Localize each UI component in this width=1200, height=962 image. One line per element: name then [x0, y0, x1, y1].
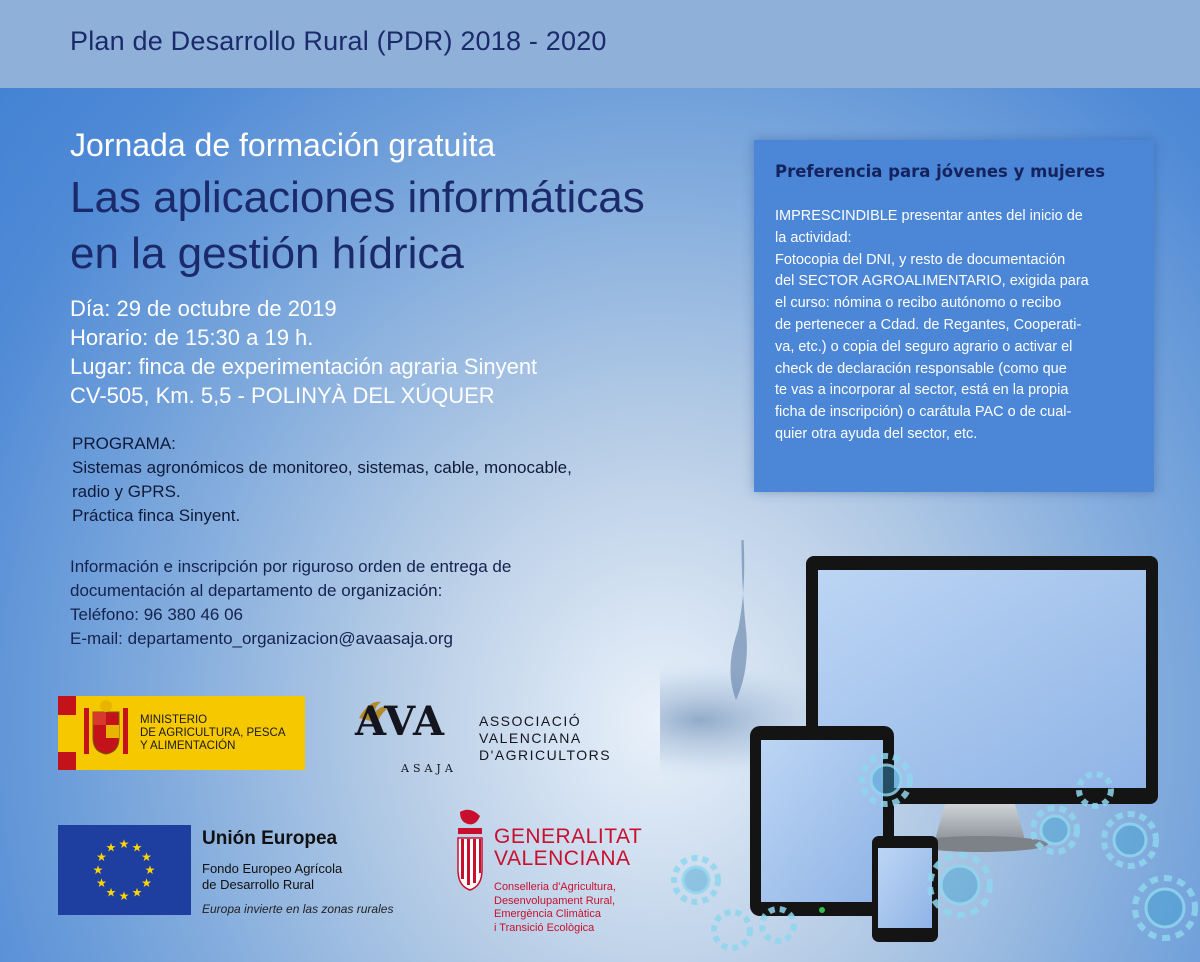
- event-schedule: Horario: de 15:30 a 19 h.: [70, 325, 314, 350]
- info-text: documentación al departamento de organización:: [70, 581, 443, 600]
- registration-info: [70, 555, 630, 651]
- program-heading: PROGRAMA:: [72, 434, 176, 453]
- requirements-line: de pertenecer a Cdad. de Regantes, Cooperati-: [775, 316, 1082, 333]
- eu-star-icon: ★: [105, 885, 117, 900]
- eu-star-icon: ★: [141, 850, 152, 864]
- generalitat-crest-icon: [452, 808, 488, 898]
- eu-feader-logo: [58, 825, 418, 920]
- requirements-box: [754, 140, 1154, 492]
- generalitat-logo: [452, 808, 662, 938]
- eu-star-icon: ★: [131, 885, 143, 900]
- phone-screen: [878, 848, 932, 928]
- eu-star-icon: ★: [144, 863, 156, 877]
- program-item: Sistemas agronómicos de monitoreo, sistemas, cable, monocable,: [72, 458, 572, 477]
- requirements-line: el curso: nómina o recibo autónomo o recibo: [775, 295, 1062, 312]
- eu-star-icon: ★: [96, 876, 107, 890]
- requirements-line: del SECTOR AGROALIMENTARIO, exigida para: [775, 273, 1089, 290]
- ava-asaja-logo: [355, 696, 685, 780]
- event-date: Día: 29 de octubre de 2019: [70, 296, 337, 321]
- conselleria-name: Conselleria d'Agricultura, Desenvolupament Rural, Emergència Climàtica i Transició Ecològica: [494, 881, 616, 934]
- generalitat-name: GENERALITAT VALENCIANA: [494, 825, 643, 870]
- requirements-line: te vas a incorporar al sector, está en la propia: [775, 382, 1069, 399]
- requirements-line: ficha de inscripción) o carátula PAC o de cual-: [775, 404, 1072, 421]
- requirements-text: [775, 206, 1138, 446]
- eu-star-icon: ★: [96, 850, 107, 864]
- event-place: Lugar: finca de experimentación agraria Sinyent: [70, 354, 538, 379]
- requirements-line: va, etc.) o copia del seguro agrario o activar el: [775, 338, 1073, 355]
- eu-star-icon: ★: [131, 840, 143, 855]
- eu-star-icon: ★: [118, 837, 130, 851]
- eu-flag-icon: [58, 825, 191, 915]
- event-title: [70, 170, 750, 282]
- requirements-line: check de declaración responsable (como que: [775, 360, 1067, 377]
- program-item: radio y GPRS.: [72, 482, 181, 501]
- phone-number: Teléfono: 96 380 46 06: [70, 605, 243, 624]
- requirements-line: quier otra ayuda del sector, etc.: [775, 425, 978, 442]
- requirements-line: la actividad:: [775, 229, 852, 246]
- eu-title: Unión Europea: [202, 828, 338, 849]
- program-section: [72, 432, 692, 528]
- email-address[interactable]: E-mail: departamento_organizacion@avaasaja.org: [70, 629, 453, 648]
- eu-star-icon: ★: [118, 889, 130, 903]
- eu-tagline: Europa invierte en las zonas rurales: [202, 902, 394, 916]
- requirements-line: IMPRESCINDIBLE presentar antes del inicio de: [775, 208, 1083, 224]
- eu-star-icon: ★: [105, 840, 117, 855]
- ava-full-name: ASSOCIACIÓ VALENCIANA D'AGRICULTORS: [479, 713, 612, 763]
- event-title-line2: en la gestión hídrica: [70, 229, 464, 278]
- event-address: CV-505, Km. 5,5 - POLINYÀ DEL XÚQUER: [70, 383, 495, 408]
- ava-mark: AVA: [355, 698, 446, 745]
- asaja-label: ASAJA: [401, 762, 457, 775]
- header-bar: [0, 0, 1200, 88]
- monitor-stand: [935, 804, 1025, 840]
- requirements-line: Fotocopia del DNI, y resto de documentación: [775, 251, 1066, 268]
- ministry-name: MINISTERIO DE AGRICULTURA, PESCA Y ALIMENTACIÓN: [140, 713, 286, 752]
- spain-flag-icon: [58, 696, 76, 770]
- requirements-heading: Preferencia para jóvenes y mujeres: [775, 162, 1106, 181]
- eu-star-icon: ★: [141, 876, 152, 890]
- event-title-line1: Las aplicaciones informáticas: [70, 173, 645, 222]
- info-text: Información e inscripción por riguroso orden de entrega de: [70, 557, 512, 576]
- devices-illustration: [660, 540, 1200, 962]
- event-details: [70, 294, 537, 410]
- eu-fund-name: Fondo Europeo Agrícola de Desarrollo Rural: [202, 861, 343, 892]
- program-item: Práctica finca Sinyent.: [72, 506, 241, 525]
- coat-of-arms-icon: [76, 696, 136, 770]
- event-subtitle: Jornada de formación gratuita: [70, 127, 496, 163]
- ministry-logo: [58, 696, 305, 770]
- program-title: Plan de Desarrollo Rural (PDR) 2018 - 2020: [70, 26, 607, 56]
- eu-star-icon: ★: [92, 863, 104, 877]
